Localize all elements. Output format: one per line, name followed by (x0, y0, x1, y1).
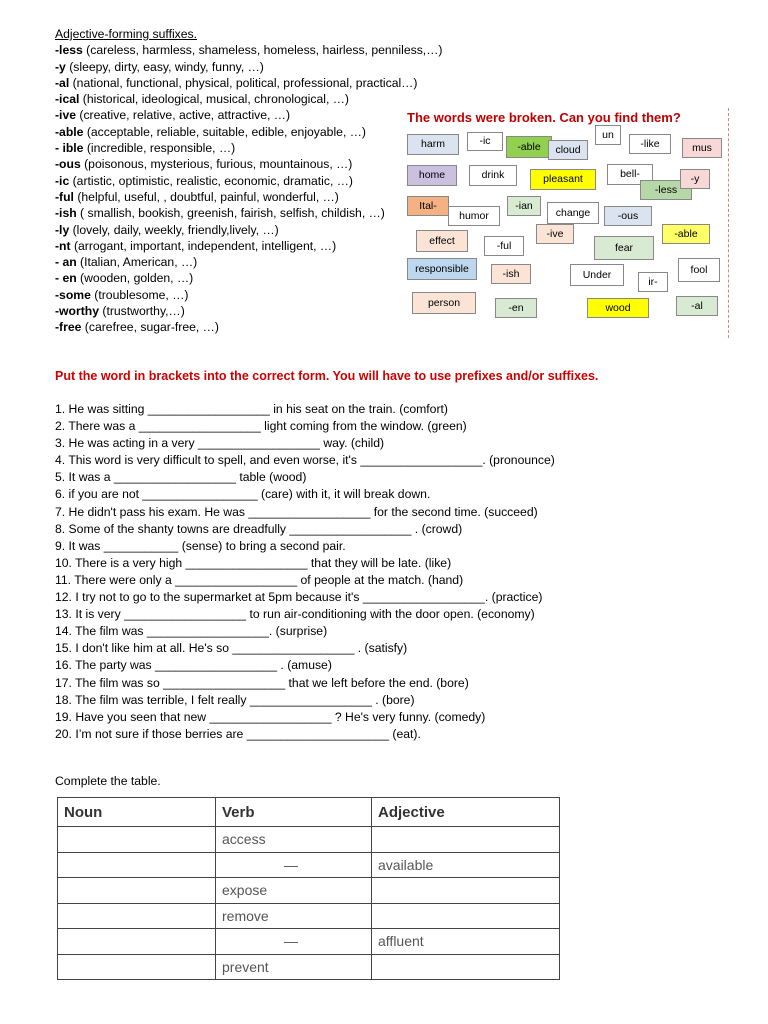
suffix-heading: Adjective-forming suffixes. (55, 27, 198, 41)
table-row (58, 954, 560, 980)
adjective-cell[interactable]: affluent (372, 929, 560, 955)
exercise-item: 7. He didn't pass his exam. He was __________________ for the second time. (succeed) (55, 504, 538, 519)
exercise-item: 16. The party was __________________ . (amuse) (55, 658, 332, 673)
suffix-label: - en (55, 271, 77, 286)
suffix-row (55, 107, 405, 123)
table-row (58, 929, 560, 955)
suffix-row (55, 238, 405, 254)
suffix-examples: (artistic, optimistic, realistic, economic, dramatic, …) (69, 173, 353, 188)
suffix-examples: (careless, harmless, shameless, homeless, hairless, penniless,…) (82, 43, 443, 58)
exercise-item: 1. He was sitting __________________ in his seat on the train. (comfort) (55, 402, 448, 416)
suffix-label: -able (55, 124, 84, 139)
suffix-label: -ical (55, 92, 80, 107)
adjective-cell[interactable] (372, 878, 560, 904)
suffix-row (55, 156, 405, 172)
suffix-label: -less (55, 43, 83, 58)
word-card: bell- (607, 164, 653, 185)
suffix-examples: (Italian, American, …) (76, 255, 198, 270)
header-noun: Noun (58, 798, 216, 827)
suffix-label: -ful (55, 189, 74, 204)
suffix-examples: (arrogant, important, independent, intelligent, …) (70, 238, 337, 253)
suffix-examples: (sleepy, dirty, easy, windy, funny, …) (65, 59, 264, 74)
exercise-item: 15. I don't like him at all. He's so __________________ . (satisfy) (55, 641, 408, 656)
suffix-examples: (carefree, sugar-free, …) (81, 320, 219, 335)
word-card: -ian (507, 196, 541, 216)
word-card: effect (416, 230, 468, 252)
word-card: -like (629, 134, 671, 154)
exercise-item: 20. I’m not sure if those berries are _____________________ (eat). (55, 726, 421, 741)
suffix-row (55, 140, 405, 156)
noun-cell[interactable] (58, 827, 216, 853)
suffix-row (55, 91, 405, 107)
header-verb: Verb (216, 798, 372, 827)
exercise-item: 6. if you are not _________________ (care) with it, it will break down. (55, 487, 431, 502)
suffix-examples: (wooden, golden, …) (76, 271, 194, 286)
noun-cell[interactable] (58, 852, 216, 878)
suffix-examples: (creative, relative, active, attractive, …) (76, 108, 291, 123)
suffix-row (55, 287, 405, 303)
exercise-item: 14. The film was __________________. (surprise) (55, 624, 328, 639)
suffix-label: -free (55, 320, 82, 335)
word-card: change (547, 202, 599, 224)
table-row (58, 903, 560, 929)
exercise-item: 5. It was a __________________ table (wood) (55, 470, 307, 485)
word-card: fear (594, 236, 654, 260)
dash-mark: — (284, 856, 298, 873)
suffix-label: -al (55, 75, 70, 90)
suffix-examples: (national, functional, physical, political, professional, practical…) (69, 75, 418, 90)
table-row (58, 852, 560, 878)
adjective-cell[interactable] (372, 954, 560, 980)
suffix-label: - an (55, 255, 77, 270)
word-card: cloud (548, 140, 588, 160)
suffix-label: -ous (55, 157, 81, 172)
suffix-label: -ive (55, 108, 77, 123)
word-card: -ful (484, 236, 524, 256)
verb-cell[interactable]: prevent (216, 954, 372, 980)
exercise-item: 12. I try not to go to the supermarket at 5pm because it's __________________. (practice) (55, 590, 543, 605)
suffix-row (55, 319, 405, 335)
verb-cell[interactable]: expose (216, 878, 372, 904)
exercise-instruction: Put the word in brackets into the correct form. You will have to use prefixes and/or suffixes. (55, 369, 599, 383)
header-adjective: Adjective (372, 798, 560, 827)
exercise-item: 19. Have you seen that new __________________ ? He's very funny. (comedy) (55, 709, 486, 724)
exercise-item: 2. There was a __________________ light coming from the window. (green) (55, 419, 467, 434)
word-card: home (407, 165, 457, 186)
suffix-label: -y (55, 59, 66, 74)
word-card: fool (678, 258, 720, 282)
word-card: -able (506, 136, 552, 158)
word-form-table (57, 797, 560, 980)
verb-cell (216, 852, 372, 878)
suffix-examples: (troublesome, …) (90, 287, 189, 302)
suffix-label: - ible (55, 141, 84, 156)
suffix-row (55, 59, 405, 75)
word-card: -en (495, 298, 537, 318)
suffix-examples: ( smallish, bookish, greenish, fairish, selfish, childish, …) (76, 206, 385, 221)
exercise-list (55, 401, 555, 743)
suffix-row (55, 303, 405, 319)
noun-cell[interactable] (58, 954, 216, 980)
table-row (58, 827, 560, 853)
suffix-examples: (poisonous, mysterious, furious, mountainous, …) (80, 157, 353, 172)
suffix-label: -nt (55, 238, 71, 253)
word-card: -able (662, 224, 710, 244)
exercise-item: 10. There is a very high __________________ that they will be late. (like) (55, 555, 452, 570)
exercise-item: 3. He was acting in a very __________________ way. (child) (55, 436, 385, 451)
exercise-item: 4. This word is very difficult to spell, and even worse, it's __________________. (pronounce) (55, 453, 555, 468)
dashed-divider (728, 108, 729, 338)
word-card: Under (570, 264, 624, 286)
word-card: pleasant (530, 169, 596, 190)
table-instruction: Complete the table. (55, 774, 161, 788)
word-card: -y (680, 169, 710, 189)
exercise-item: 9. It was ___________ (sense) to bring a second pair. (55, 538, 346, 553)
suffix-examples: (trustworthy,…) (99, 304, 185, 319)
suffix-row (55, 270, 405, 286)
suffix-row (55, 75, 418, 91)
word-card: Ital- (407, 196, 449, 216)
noun-cell[interactable] (58, 929, 216, 955)
suffix-examples: (lovely, daily, weekly, friendly,lively, …) (69, 222, 279, 237)
suffix-row (55, 254, 405, 270)
word-card: responsible (407, 258, 477, 280)
adjective-cell[interactable]: available (372, 852, 560, 878)
table-header-row (58, 798, 560, 827)
suffix-label: -some (55, 287, 91, 302)
suffix-label: -ly (55, 222, 70, 237)
verb-cell[interactable]: access (216, 827, 372, 853)
exercise-item: 8. Some of the shanty towns are dreadfully __________________ . (crowd) (55, 521, 463, 536)
suffix-row (55, 124, 405, 140)
suffix-row (55, 222, 405, 238)
word-card: person (412, 292, 476, 314)
word-card: mus (682, 138, 722, 158)
suffix-label: -ic (55, 173, 70, 188)
exercise-item: 11. There were only a __________________ of people at the match. (hand) (55, 572, 464, 587)
suffix-label: -worthy (55, 304, 100, 319)
word-card: -al (676, 296, 718, 316)
adjective-cell[interactable] (372, 827, 560, 853)
word-card: harm (407, 134, 459, 155)
word-card: -ish (491, 264, 531, 284)
verb-cell (216, 929, 372, 955)
word-card: -less (640, 180, 692, 200)
word-card: -ive (536, 224, 574, 244)
exercise-item: 13. It is very __________________ to run air-conditioning with the door open. (economy) (55, 607, 535, 622)
word-card: -ic (467, 132, 503, 151)
exercise-item: 17. The film was so __________________ that we left before the end. (bore) (55, 675, 469, 690)
noun-cell[interactable] (58, 878, 216, 904)
suffix-label: -ish (55, 206, 77, 221)
puzzle-title: The words were broken. Can you find them? (407, 110, 681, 125)
word-card: humor (448, 206, 500, 226)
suffix-row (55, 173, 405, 189)
suffix-row (55, 189, 405, 205)
dash-mark: — (284, 933, 298, 950)
suffix-examples: (historical, ideological, musical, chronological, …) (79, 92, 349, 107)
word-card: -ous (604, 206, 652, 226)
exercise-item: 18. The film was terrible, I felt really __________________ . (bore) (55, 692, 415, 707)
adjective-cell[interactable] (372, 903, 560, 929)
suffix-examples: (helpful, useful, , doubtful, painful, wonderful, …) (73, 189, 339, 204)
table-row (58, 878, 560, 904)
word-puzzle (404, 108, 734, 338)
word-card: wood (587, 298, 649, 318)
word-card: ir- (638, 272, 668, 292)
noun-cell[interactable] (58, 903, 216, 929)
suffix-examples: (acceptable, reliable, suitable, edible, enjoyable, …) (83, 124, 366, 139)
suffix-row (55, 42, 443, 58)
verb-cell[interactable]: remove (216, 903, 372, 929)
word-card: drink (469, 165, 517, 186)
word-card: un (595, 125, 621, 145)
suffix-row (55, 205, 405, 221)
suffix-examples: (incredible, responsible, …) (83, 141, 236, 156)
